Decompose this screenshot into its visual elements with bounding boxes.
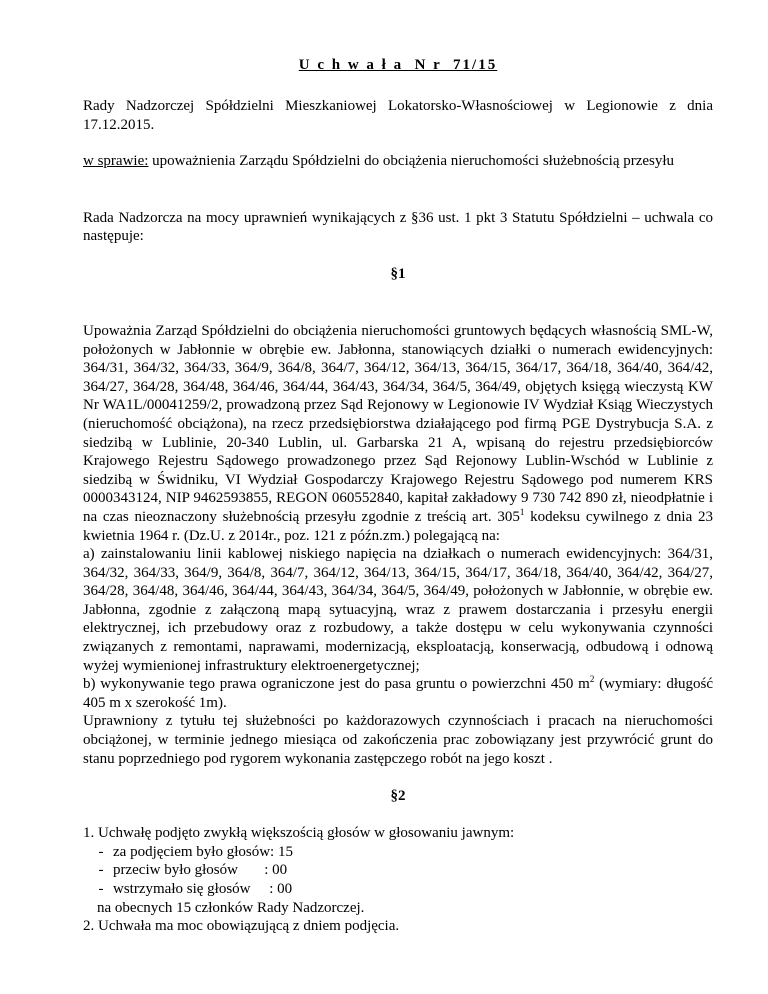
- intro-paragraph: Rady Nadzorczej Spółdzielni Mieszkaniowej Lokatorsko-Własnościowej w Legionowie z dnia 17.12.2015.: [83, 98, 713, 133]
- section2-heading: §2: [390, 788, 406, 805]
- vote-dash: -: [98, 843, 104, 860]
- members-line: na obecnych 15 członków Rady Nadzorczej.: [97, 899, 365, 916]
- vote-label: za podjęciem było głosów: 15: [113, 843, 293, 860]
- subject-line: [83, 152, 713, 171]
- section1-item-b-text-b: (wymiary: długość 405 m x szerokość 1m).: [83, 676, 713, 711]
- resolution-title: U c h w a ł a N r 71/15: [298, 57, 498, 73]
- vote-dash: -: [98, 881, 104, 897]
- section2-point1: 1. Uchwałę podjęto zwykłą większością głosów w głosowaniu jawnym:: [83, 825, 515, 842]
- section1-item-b: [83, 675, 713, 712]
- section1-item-a: a) zainstalowaniu linii kablowej niskiego napięcia na działkach o numerach ewidencyjnych: 364/31, 364/32, 364/33, 364/9, 364/8, 364/7, 364/12, 364/13, 364/15, 364/17, 364/18, 364/40, 364/42, 364/27, 364/28, 364/48, 364/46, 364/44, 364/43, 364/34, 364/5, 364/49, położonych w Jabłonnie, w obrębie ew. Jabłonna, zgodnie z załączoną mapą sytuacyjną, wraz z prawem dostarczania i przesyłu energii elektrycznej, ich przebudowy oraz z rozbudowy, a także dostępu w celu wykonywania czynności związanych z remontami, naprawami, modernizacją, eksploatacją, konserwacją, odbudową i odnową wyżej wymienionej infrastruktury elektroenergetycznej;: [83, 546, 713, 674]
- area-superscript: 2: [589, 674, 595, 685]
- subject-text: upoważnienia Zarządu Spółdzielni do obciążenia nieruchomości służebnością przesyłu: [148, 153, 675, 170]
- section1-paragraph2: Uprawniony z tytułu tej służebności po każdorazowych czynnościach i pracach na nieruchomości obciążonej, w terminie jednego miesiąca od zakończenia prac zobowiązany jest przywrócić grunt do stanu poprzedniego pod rygorem wykonania zastępczego robót na jego koszt .: [83, 713, 713, 767]
- article-superscript: 1: [519, 506, 525, 517]
- vote-item-abstain: [83, 880, 713, 899]
- section1-para1-text-a: Upoważnia Zarząd Spółdzielni do obciążenia nieruchomości gruntowych będących własnością SML-W, położonych w Jabłonnie w obrębie ew. Jabłonna, stanowiących działki o numerach ewidencyjnych: 364/31, 364/32, 364/33, 364/9, 364/8, 364/7, 364/12, 364/13, 364/15, 364/17, 364/18, 364/40, 364/42, 364/27, 364/28, 364/48, 364/46, 364/44, 364/43, 364/34, 364/5, 364/49, objętych księgą wieczystą KW Nr WA1L/00041259/2, prowadzoną przez Sąd Rejonowy w Legionowie IV Wydział Ksiąg Wieczystych (nieruchomość obciążona), na rzecz przedsiębiorstwa działającego pod firmą PGE Dystrybucja S.A. z siedzibą w Lublinie, 20-340 Lublin, ul. Garbarska 21 A, wpisaną do rejestru przedsiębiorców Krajowego Rejestru Sądowego prowadzonego przez Sąd Rejonowy Lublin-Wschód w Lublinie z siedzibą w Świdniku, VI Wydział Gospodarczy Krajowego Rejestru Sądowego pod numerem KRS 0000343124, NIP 9462593855, REGON 060552840, kapitał zakładowy 9 730 742 890 zł, nieodpłatnie i na czas nieoznaczony służebnością przesyłu zgodnie z treścią art. 305: [83, 322, 713, 525]
- section2-point2: 2. Uchwała ma moc obowiązującą z dniem podjęcia.: [83, 918, 400, 935]
- vote-item-for: [83, 843, 713, 862]
- section1-paragraph1: [83, 322, 713, 545]
- section1-item-b-text-a: b) wykonywanie tego prawa ograniczone jest do pasa gruntu o powierzchni 450 m: [83, 676, 590, 693]
- vote-label: przeciw było głosów : 00: [113, 862, 288, 879]
- section1-heading: §1: [390, 265, 406, 282]
- document-page: [83, 55, 713, 936]
- vote-item-against: [83, 861, 713, 880]
- section1-para1-text-b: kodeksu cywilnego z dnia 23 kwietnia 1964 r. (Dz.U. z 2014r., poz. 121 z późn.zm.) polegającą na:: [83, 508, 713, 544]
- vote-label: wstrzymało się głosów : 00: [113, 881, 293, 897]
- vote-dash: -: [98, 862, 104, 879]
- vote-list: [83, 843, 713, 899]
- preamble-paragraph: Rada Nadzorcza na mocy uprawnień wynikających z §36 ust. 1 pkt 3 Statutu Spółdzielni – uchwala co następuje:: [83, 209, 713, 245]
- subject-label: w sprawie:: [83, 153, 149, 170]
